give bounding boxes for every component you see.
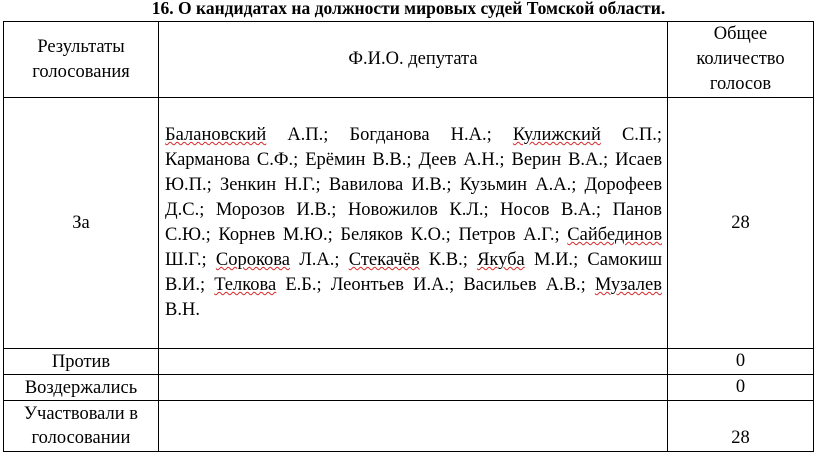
table-row-abstained [4, 375, 814, 401]
deputy-entry: Балановский А.П.; [165, 125, 329, 145]
deputy-entry: Зенкин Н.Г.; [219, 175, 321, 195]
deputy-initials: С.Ю. [165, 225, 206, 245]
deputy-initials: Ш.Г. [165, 250, 202, 270]
deputy-surname: Новожилов [347, 200, 438, 220]
deputy-entry: Беляков К.О.; [340, 225, 451, 245]
deputy-initials: М.Ю. [282, 225, 328, 245]
deputy-entry: Стекачёв К.В.; [348, 250, 468, 270]
deputy-entry: Носов В.А.; [500, 200, 602, 220]
deputy-surname: Морозов [215, 200, 285, 220]
deputy-entry: Телкова Е.Б.; [214, 275, 322, 295]
deputy-entry: Вавилова И.В.; [328, 175, 452, 195]
deputy-initials: Ю.П. [165, 175, 207, 195]
deputy-entry: Панов С.Ю.; [165, 200, 663, 245]
result-cell: Против [4, 349, 159, 375]
deputy-surname: Леонтьев [330, 275, 405, 295]
deputy-surname: Ерёмин [305, 150, 366, 170]
deputy-initials: А.В. [545, 275, 581, 295]
deputy-entry: Карманова С.Ф.; [165, 150, 299, 170]
deputy-surname: Телкова [214, 275, 277, 295]
deputy-initials: И.В. [411, 175, 447, 195]
table-row-for [4, 98, 814, 349]
deputy-entry: Леонтьев И.А.; [330, 275, 455, 295]
header-name: Ф.И.О. депутата [159, 22, 668, 98]
deputy-entry: Кулижский С.П.; [512, 125, 663, 145]
deputy-surname: Вавилова [328, 175, 404, 195]
deputy-entry: Морозов И.В.; [215, 200, 337, 220]
deputy-surname: Петров [458, 225, 516, 245]
deputy-initials: А.П. [287, 125, 324, 145]
deputy-initials: Д.С. [165, 200, 200, 220]
deputy-initials: В.В. [372, 150, 407, 170]
deputies-cell-empty [159, 375, 668, 401]
result-cell: Воздержались [4, 375, 159, 401]
deputy-initials: К.Л. [449, 200, 484, 220]
result-cell: Участвовали в голосовании [4, 401, 159, 452]
count-cell: 28 [668, 401, 814, 452]
deputy-entry: Сайбединов Ш.Г.; [165, 225, 663, 270]
count-cell: 0 [668, 349, 814, 375]
deputy-entry: Корнев М.Ю.; [218, 225, 333, 245]
deputy-surname: Носов [500, 200, 550, 220]
deputy-initials: К.О. [410, 225, 446, 245]
deputy-entry: Васильев А.В.; [463, 275, 586, 295]
result-cell: За [4, 98, 159, 349]
deputy-initials: С.Ф. [256, 150, 294, 170]
deputy-initials: А.Г. [523, 225, 555, 245]
deputy-surname: Панов [612, 200, 663, 220]
deputy-initials: М.И. [534, 250, 574, 270]
deputy-initials: Л.А. [299, 250, 335, 270]
deputy-surname: Сайбединов [567, 225, 663, 245]
deputies-cell-empty [159, 349, 668, 375]
deputy-entry: Якуба М.И.; [477, 250, 579, 270]
deputy-surname: Балановский [165, 125, 267, 145]
deputy-initials: В.И. [165, 275, 200, 295]
deputy-initials: А.Н. [463, 150, 500, 170]
deputy-initials: С.П. [621, 125, 657, 145]
deputy-surname: Васильев [463, 275, 537, 295]
deputy-surname: Карманова [165, 150, 250, 170]
deputy-surname: Зенкин [219, 175, 277, 195]
deputy-entry: Самокиш В.И.; [165, 250, 663, 295]
deputy-initials: Е.Б. [285, 275, 317, 295]
table-row-against [4, 349, 814, 375]
deputy-surname: Богданова [349, 125, 430, 145]
table-row-participated [4, 401, 814, 452]
deputy-surname: Музалев [594, 275, 662, 295]
deputy-entry: Верин В.А.; [511, 150, 609, 170]
deputy-surname: Беляков [340, 225, 403, 245]
deputy-initials: К.В. [428, 250, 463, 270]
deputy-surname: Деев [418, 150, 457, 170]
deputy-initials: А.А. [535, 175, 572, 195]
header-result: Результаты голосования [4, 22, 159, 98]
deputy-surname: Верин [511, 150, 562, 170]
deputy-initials: В.Н. [165, 300, 200, 320]
deputy-entry: Исаев Ю.П.; [165, 150, 663, 195]
deputy-entry: Дорофеев Д.С.; [165, 175, 663, 220]
deputy-surname: Якуба [477, 250, 525, 270]
deputy-initials: В.А. [568, 150, 604, 170]
deputy-entry: Петров А.Г.; [458, 225, 560, 245]
deputy-initials: Н.Г. [284, 175, 316, 195]
deputy-initials: В.А. [560, 200, 596, 220]
deputy-surname: Стекачёв [348, 250, 420, 270]
count-cell: 28 [668, 98, 814, 349]
deputies-cell-empty [159, 401, 668, 452]
deputy-entry: Деев А.Н.; [418, 150, 505, 170]
deputy-surname: Дорофеев [584, 175, 663, 195]
section-heading: 16. О кандидатах на должности мировых судей Томской области. [151, 0, 666, 18]
deputy-entry: Новожилов К.Л.; [347, 200, 489, 220]
deputy-surname: Кузьмин [459, 175, 528, 195]
header-count: Общее количество голосов [668, 22, 814, 98]
deputy-entry: Сорокова Л.А.; [215, 250, 340, 270]
voting-results-table [3, 21, 814, 452]
deputy-initials: И.В. [296, 200, 332, 220]
deputy-surname: Корнев [218, 225, 276, 245]
deputy-surname: Сорокова [215, 250, 290, 270]
count-cell: 0 [668, 375, 814, 401]
deputy-initials: И.А. [413, 275, 450, 295]
deputies-list [159, 98, 668, 349]
table-header-row [4, 22, 814, 98]
deputy-surname: Самокиш [587, 250, 663, 270]
deputy-initials: Н.А. [450, 125, 487, 145]
deputy-entry: Богданова Н.А.; [349, 125, 492, 145]
deputy-surname: Кулижский [512, 125, 601, 145]
deputy-entry: Кузьмин А.А.; [459, 175, 577, 195]
deputy-entry: Ерёмин В.В.; [305, 150, 412, 170]
deputy-surname: Исаев [615, 150, 663, 170]
